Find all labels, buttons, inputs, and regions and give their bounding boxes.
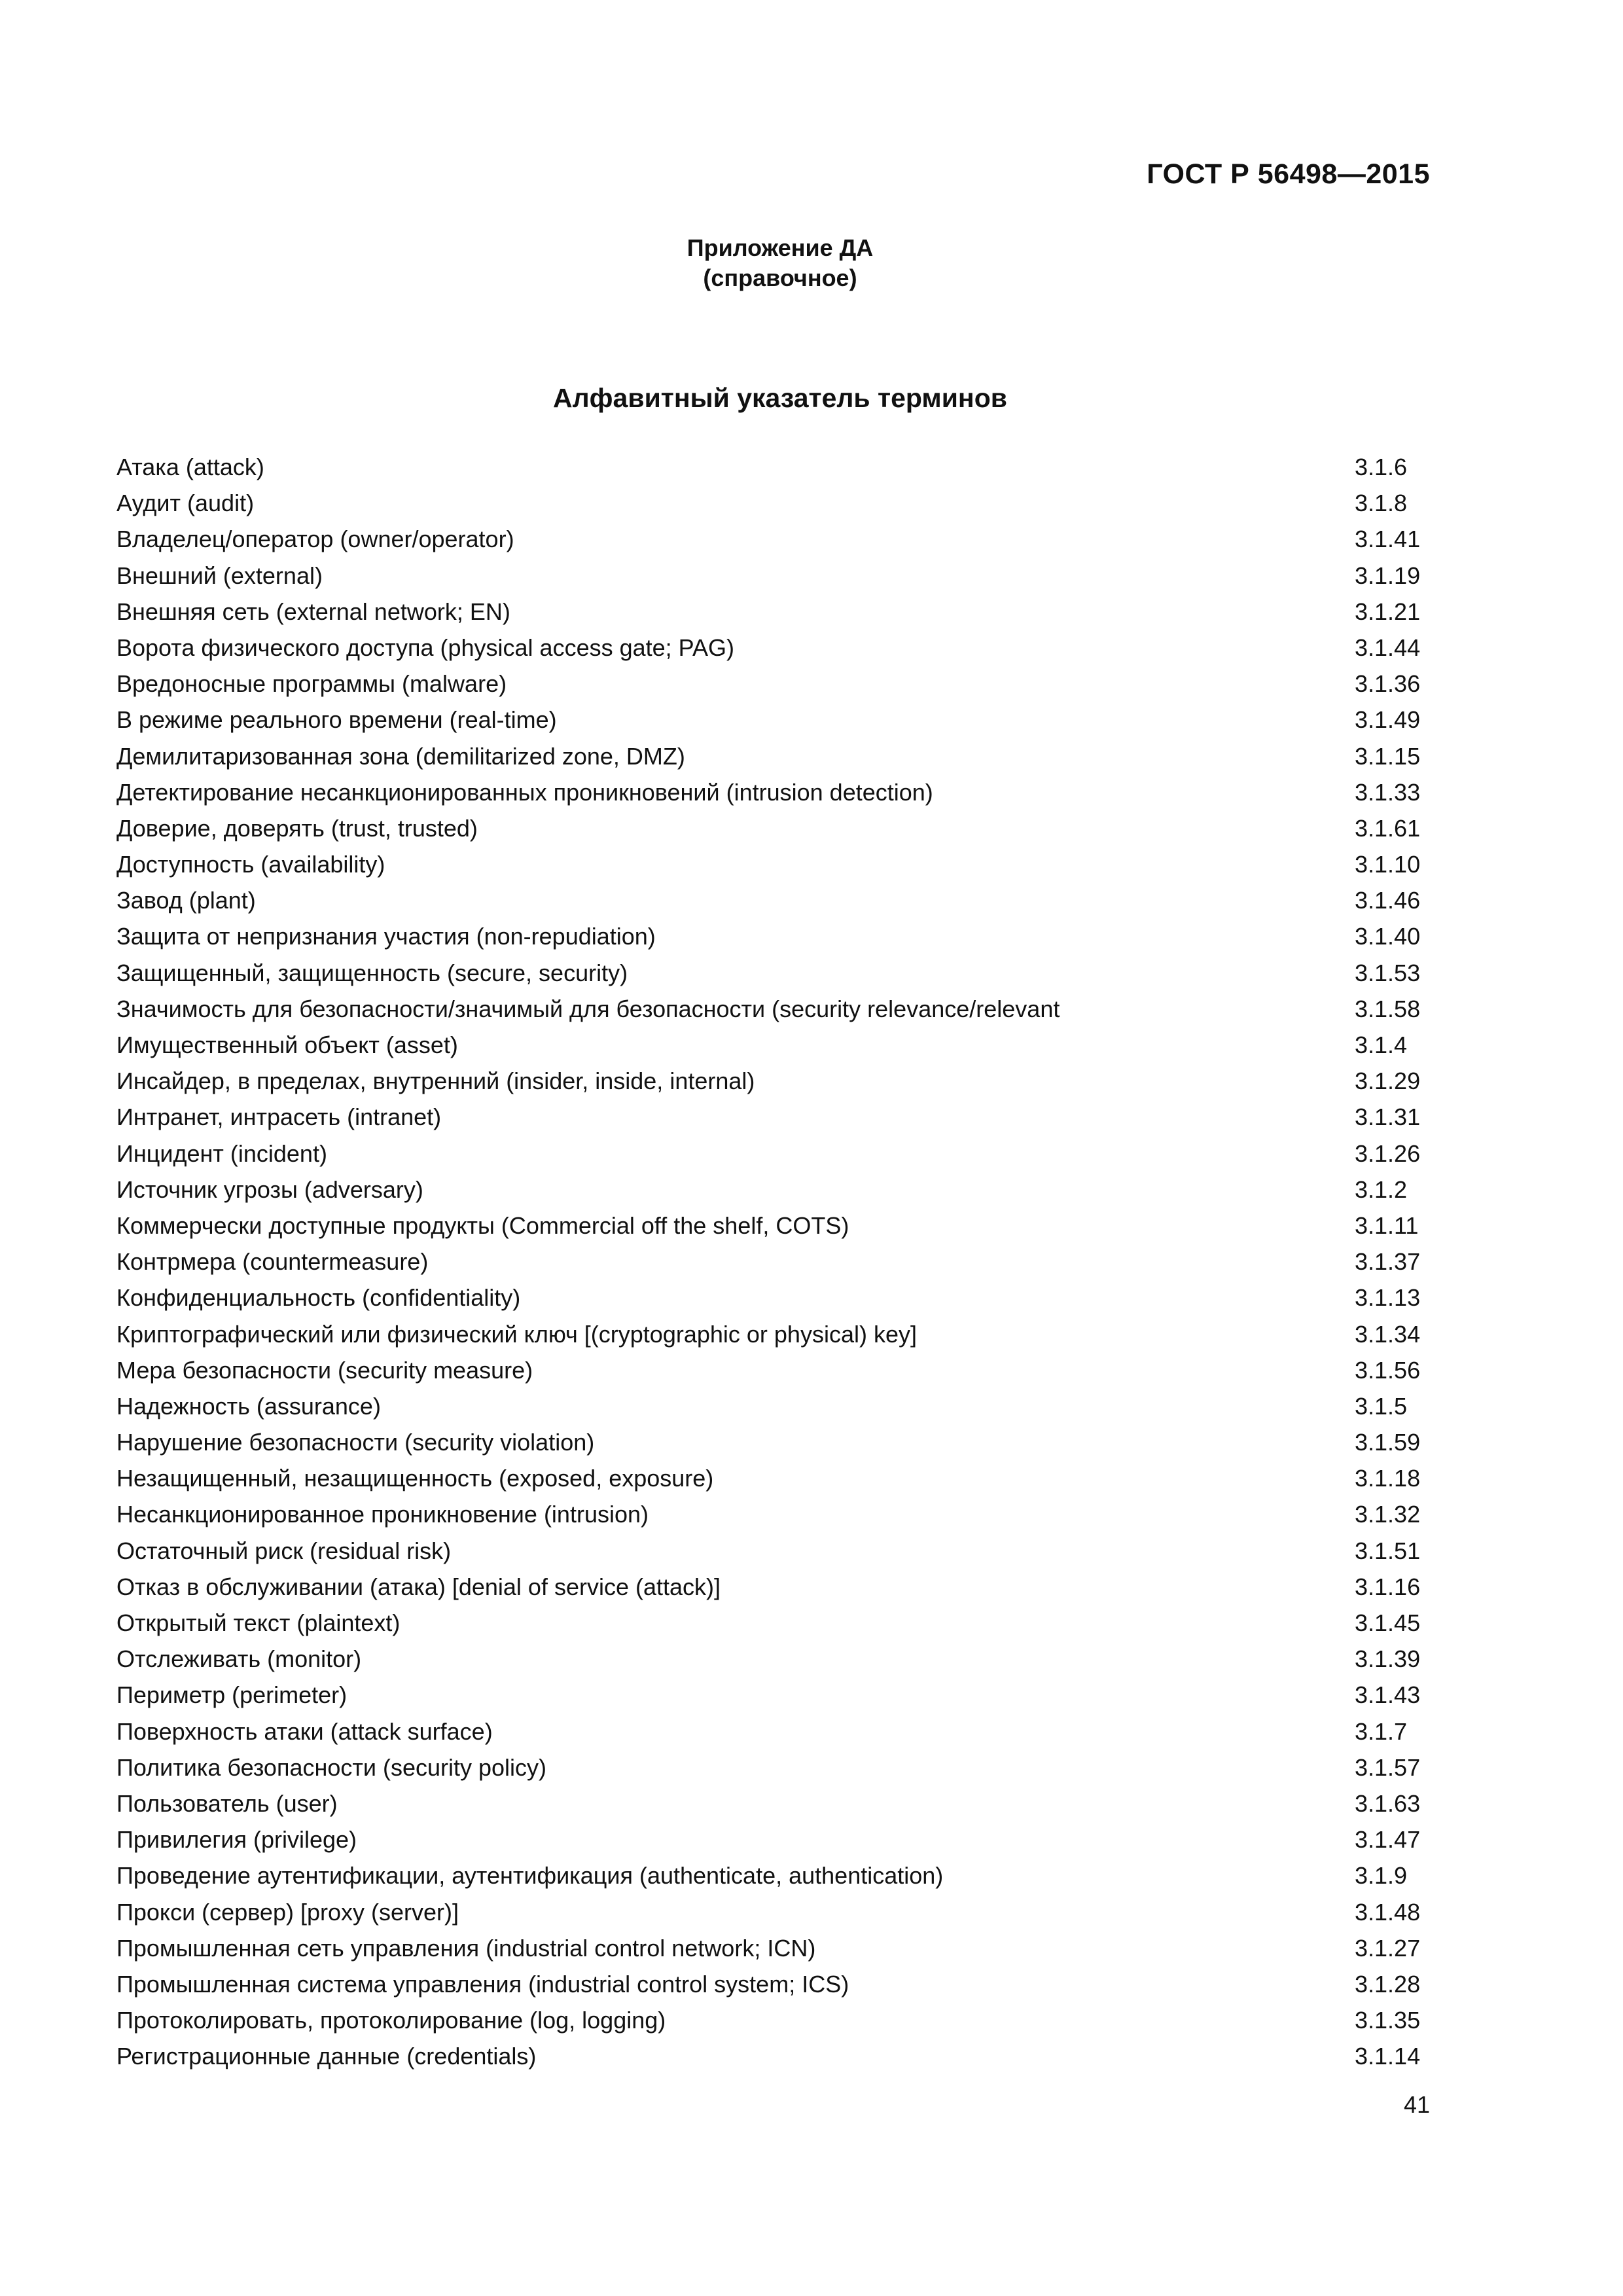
entry-term: Отслеживать (monitor) <box>116 1645 362 1673</box>
entry-term: Конфиденциальность (confidentiality) <box>116 1284 521 1312</box>
entry-reference: 3.1.47 <box>1355 1826 1421 1854</box>
index-entry <box>116 1388 1445 1424</box>
entry-term: Криптографический или физический ключ [(cryptographic or physical) key] <box>116 1320 917 1348</box>
index-entry <box>116 1894 1445 1930</box>
index-entry <box>116 1785 1445 1821</box>
entry-term: Контрмера (countermeasure) <box>116 1248 429 1276</box>
entry-term: Пользователь (user) <box>116 1789 338 1817</box>
index-entry <box>116 1496 1445 1532</box>
entry-reference: 3.1.6 <box>1355 454 1408 480</box>
entry-reference: 3.1.31 <box>1355 1103 1421 1131</box>
entry-term: Незащищенный, незащищенность (exposed, exposure) <box>116 1465 714 1492</box>
entry-reference: 3.1.11 <box>1355 1211 1419 1239</box>
index-entry <box>116 810 1445 846</box>
entry-term: Поверхность атаки (attack surface) <box>116 1717 493 1745</box>
document-code: ГОСТ Р 56498—2015 <box>1147 158 1430 190</box>
entry-reference: 3.1.35 <box>1355 2007 1421 2034</box>
index-entry <box>116 1027 1445 1063</box>
index-entry <box>116 738 1445 774</box>
entry-term: Имущественный объект (asset) <box>116 1031 458 1058</box>
index-entry <box>116 1533 1445 1569</box>
entry-term: Внешний (external) <box>116 562 323 589</box>
entry-reference: 3.1.44 <box>1355 634 1421 661</box>
entry-term: Остаточный риск (residual risk) <box>116 1537 452 1564</box>
entry-reference: 3.1.28 <box>1355 1970 1421 1998</box>
entry-reference: 3.1.19 <box>1355 562 1421 589</box>
index-entry <box>116 1749 1445 1785</box>
entry-reference: 3.1.21 <box>1355 598 1421 625</box>
entry-reference: 3.1.39 <box>1355 1645 1421 1673</box>
index-entry <box>116 1280 1445 1316</box>
entry-reference: 3.1.51 <box>1355 1537 1421 1564</box>
entry-term: Привилегия (privilege) <box>116 1826 357 1854</box>
index-entry <box>116 1424 1445 1460</box>
index-entry <box>116 955 1445 991</box>
index-entry <box>116 918 1445 954</box>
appendix-heading <box>0 233 1560 293</box>
entry-term: Вредоносные программы (malware) <box>116 670 507 698</box>
entry-term: Источник угрозы (adversary) <box>116 1175 423 1203</box>
entry-reference: 3.1.34 <box>1355 1320 1421 1348</box>
entry-reference: 3.1.41 <box>1355 526 1421 553</box>
index-entry <box>116 666 1445 702</box>
entry-term: Атака (attack) <box>116 454 264 480</box>
index-entry <box>116 1136 1445 1172</box>
entry-term: Инцидент (incident) <box>116 1139 327 1167</box>
index-entry <box>116 485 1445 521</box>
index-entry <box>116 991 1445 1027</box>
index-entry <box>116 1641 1445 1677</box>
entry-reference: 3.1.16 <box>1355 1573 1421 1600</box>
entry-term: Интранет, интрасеть (intranet) <box>116 1103 442 1131</box>
entry-reference: 3.1.59 <box>1355 1429 1421 1456</box>
index-entry <box>116 774 1445 810</box>
index-entry <box>116 1821 1445 1857</box>
entry-term: Демилитаризованная зона (demilitarized zone, DMZ) <box>116 742 685 770</box>
index-entry <box>116 2038 1445 2074</box>
entry-reference: 3.1.46 <box>1355 887 1421 914</box>
entry-term: Периметр (perimeter) <box>116 1681 348 1709</box>
entry-reference: 3.1.33 <box>1355 778 1421 806</box>
entry-term: Протоколировать, протоколирование (log, logging) <box>116 2007 666 2034</box>
entry-reference: 3.1.18 <box>1355 1465 1421 1492</box>
entry-reference: 3.1.32 <box>1355 1501 1421 1528</box>
index-entry <box>116 2002 1445 2038</box>
entry-term: В режиме реального времени (real-time) <box>116 706 557 734</box>
entry-reference: 3.1.14 <box>1355 2043 1421 2070</box>
entry-reference: 3.1.10 <box>1355 851 1421 878</box>
entry-reference: 3.1.8 <box>1355 490 1408 517</box>
entry-term: Инсайдер, в пределах, внутренний (insider, inside, internal) <box>116 1067 755 1095</box>
index-entry <box>116 1966 1445 2002</box>
index-entry <box>116 1208 1445 1244</box>
entry-reference: 3.1.29 <box>1355 1067 1421 1095</box>
entry-term: Защищенный, защищенность (secure, security) <box>116 959 628 986</box>
entry-reference: 3.1.2 <box>1355 1175 1408 1203</box>
entry-term: Отказ в обслуживании (атака) [denial of service (attack)] <box>116 1573 721 1600</box>
page-number: 41 <box>1403 2091 1430 2118</box>
entry-term: Несанкционированное проникновение (intrusion) <box>116 1501 649 1528</box>
index-entry <box>116 882 1445 918</box>
index-entry <box>116 1063 1445 1099</box>
entry-reference: 3.1.9 <box>1355 1862 1408 1890</box>
entry-reference: 3.1.43 <box>1355 1681 1421 1709</box>
appendix-title: Приложение ДА <box>687 234 874 261</box>
entry-term: Доверие, доверять (trust, trusted) <box>116 814 478 842</box>
entry-term: Открытый текст (plaintext) <box>116 1609 401 1636</box>
entry-term: Политика безопасности (security policy) <box>116 1753 547 1781</box>
entry-term: Регистрационные данные (credentials) <box>116 2043 537 2070</box>
index-entry <box>116 1244 1445 1280</box>
entry-term: Доступность (availability) <box>116 851 385 878</box>
entry-term: Нарушение безопасности (security violation) <box>116 1429 595 1456</box>
term-index-list <box>116 449 1445 2074</box>
index-entry <box>116 521 1445 557</box>
index-entry <box>116 1713 1445 1749</box>
index-entry <box>116 630 1445 666</box>
entry-term: Аудит (audit) <box>116 490 255 517</box>
entry-reference: 3.1.7 <box>1355 1717 1408 1745</box>
entry-reference: 3.1.63 <box>1355 1789 1421 1817</box>
index-entry <box>116 846 1445 882</box>
index-entry <box>116 1857 1445 1893</box>
index-title: Алфавитный указатель терминов <box>553 383 1007 413</box>
entry-reference: 3.1.26 <box>1355 1139 1421 1167</box>
entry-reference: 3.1.36 <box>1355 670 1421 698</box>
entry-term: Ворота физического доступа (physical access gate; PAG) <box>116 634 734 661</box>
entry-term: Промышленная сеть управления (industrial control network; ICN) <box>116 1934 816 1962</box>
entry-reference: 3.1.53 <box>1355 959 1421 986</box>
entry-reference: 3.1.4 <box>1355 1031 1408 1058</box>
entry-term: Прокси (сервер) [proxy (server)] <box>116 1898 459 1926</box>
entry-reference: 3.1.15 <box>1355 742 1421 770</box>
entry-term: Значимость для безопасности/значимый для безопасности (security relevance/relevant <box>116 995 1060 1022</box>
entry-reference: 3.1.48 <box>1355 1898 1421 1926</box>
entry-reference: 3.1.58 <box>1355 995 1421 1022</box>
index-entry <box>116 1569 1445 1605</box>
index-entry <box>116 1352 1445 1388</box>
index-entry <box>116 1099 1445 1135</box>
entry-term: Внешняя сеть (external network; EN) <box>116 598 510 625</box>
index-entry <box>116 449 1445 485</box>
entry-reference: 3.1.13 <box>1355 1284 1421 1312</box>
entry-term: Завод (plant) <box>116 887 256 914</box>
entry-term: Коммерчески доступные продукты (Commercial off the shelf, COTS) <box>116 1211 849 1239</box>
entry-term: Надежность (assurance) <box>116 1392 381 1420</box>
entry-term: Мера безопасности (security measure) <box>116 1356 533 1384</box>
index-entry <box>116 558 1445 594</box>
index-entry <box>116 702 1445 738</box>
index-entry <box>116 1172 1445 1208</box>
index-entry <box>116 594 1445 630</box>
entry-reference: 3.1.37 <box>1355 1248 1421 1276</box>
entry-term: Промышленная система управления (industrial control system; ICS) <box>116 1970 849 1998</box>
entry-term: Проведение аутентификации, аутентификация (authenticate, authentication) <box>116 1862 944 1890</box>
entry-reference: 3.1.5 <box>1355 1392 1408 1420</box>
entry-reference: 3.1.27 <box>1355 1934 1421 1962</box>
index-entry <box>116 1930 1445 1966</box>
entry-reference: 3.1.40 <box>1355 923 1421 950</box>
entry-reference: 3.1.49 <box>1355 706 1421 734</box>
entry-reference: 3.1.45 <box>1355 1609 1421 1636</box>
entry-reference: 3.1.57 <box>1355 1753 1421 1781</box>
entry-term: Детектирование несанкционированных проникновений (intrusion detection) <box>116 778 933 806</box>
entry-term: Защита от непризнания участия (non-repudiation) <box>116 923 656 950</box>
index-entry <box>116 1316 1445 1352</box>
entry-reference: 3.1.56 <box>1355 1356 1421 1384</box>
index-entry <box>116 1605 1445 1641</box>
entry-reference: 3.1.61 <box>1355 814 1421 842</box>
entry-term: Владелец/оператор (owner/operator) <box>116 526 514 553</box>
index-entry <box>116 1677 1445 1713</box>
index-entry <box>116 1460 1445 1496</box>
appendix-status: (справочное) <box>703 264 857 291</box>
